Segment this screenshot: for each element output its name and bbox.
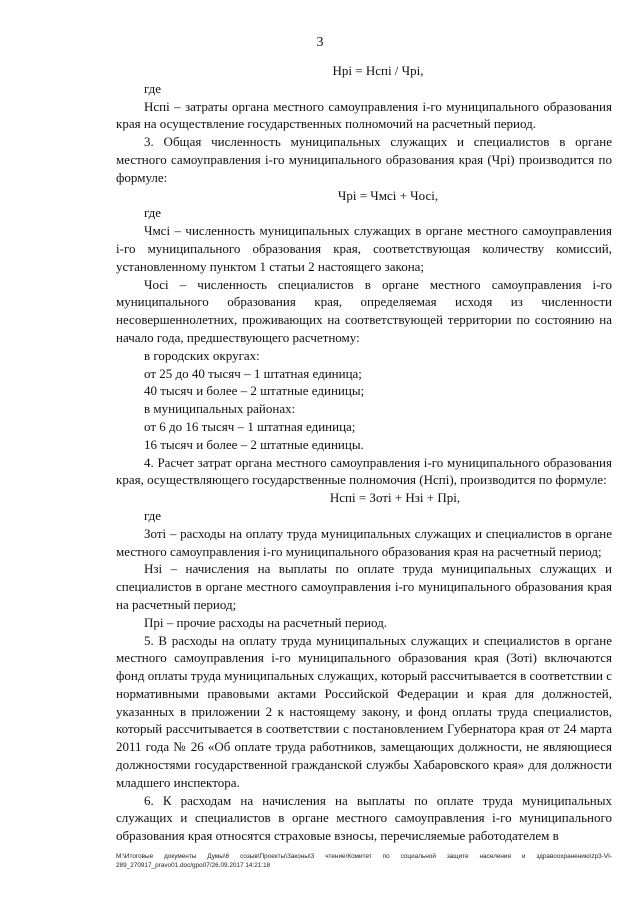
paragraph-chmsi-definition: Чмсi – численность муниципальных служащих в органе местного самоуправления i-го муниципального образования края, соответствующая количеству комиссий, установленному пунктом 1 статьи 2 настоящего закона;: [116, 223, 612, 274]
formula-hcpi: Hcпi = Зотi + Hзi + Пpi,: [329, 490, 461, 506]
formula-chpi: Чpi = Чмсi + Чосi,: [337, 187, 439, 203]
paragraph-4: 4. Расчет затрат органа местного самоуправления i-го муниципального образования края, осуществляющего государственные полномочия (Hcпi), производится по формуле:: [116, 454, 612, 488]
list-item: от 6 до 16 тысяч – 1 штатная единица;: [144, 418, 356, 434]
list-item: 40 тысяч и более – 2 штатные единицы;: [144, 383, 365, 399]
paragraph-6: 6. К расходам на начисления на выплаты по оплате труда муниципальных служащих и специалистов в органе местного самоуправления i-го муниципального образования края относятся страховые взносы, перечисляемые работодателем в: [116, 792, 612, 844]
where-label: где: [144, 80, 162, 96]
paragraph-chosi-definition: Чосi – численность специалистов в органе местного самоуправления i-го муниципального образования края, определяемая исходя из численности несовершеннолетних, проживающих на соответствующей территории по состоянию на начало года, предшествующего расчетному:: [116, 276, 612, 345]
paragraph-hzi-definition: Hзi – начисления на выплаты по оплате труда муниципальных служащих и специалистов в органе местного самоуправления i-го муниципального образования края на расчетный период;: [116, 561, 612, 612]
paragraph-zoti-definition: Зотi – расходы на оплату труда муниципальных служащих и специалистов в органе местного самоуправления i-го муниципального образования края на расчетный период;: [116, 525, 612, 559]
where-label: где: [144, 205, 162, 221]
list-item: в городских округах:: [144, 347, 260, 363]
paragraph-pri-definition: Пpi – прочие расходы на расчетный период.: [144, 614, 388, 630]
list-item: в муниципальных районах:: [144, 401, 296, 417]
footer-file-path: M:\Итоговые документы Думы\6 созыв\Проекты\Законы\3 чтение\Комитет по социальной защите населения и здравоохранению\zp3-VI-289_270917_pravo01.doc/gpo07/26.09.2017 14:21:18: [116, 853, 612, 869]
list-item: от 25 до 40 тысяч – 1 штатная единица;: [144, 365, 362, 381]
list-item: 16 тысяч и более – 2 штатные единицы.: [144, 436, 364, 452]
paragraph-hcpi-definition: Hcпi – затраты органа местного самоуправления i-го муниципального образования края на осуществление государственных полномочий на расчетный период.: [116, 98, 612, 132]
formula-hpi: Hpi = Hcпi / Чpi,: [332, 63, 424, 78]
paragraph-3: 3. Общая численность муниципальных служащих и специалистов в органе местного самоуправления i-го муниципального образования края (Чpi) производится по формуле:: [116, 134, 612, 185]
paragraph-5: 5. В расходы на оплату труда муниципальных служащих и специалистов в органе местного самоуправления i-го муниципального образования края (Зотi) включаются фонд оплаты труда муниципальных служащих, который рассчитывается в соответствии с нормативными правовыми актами Российской Федерации и края для должностей, указанных в приложении 2 к настоящему закону, и фонд оплаты труда специалистов, который рассчитывается в соответствии с постановлением Губернатора края от 24 марта 2011 года № 26 «Об оплате труда работников, замещающих должности, не являющиеся должностями государственной гражданской службы Хабаровского края» для должности младшего инспектора.: [116, 632, 612, 790]
document-body: [116, 62, 612, 845]
page-number: 3: [316, 35, 324, 50]
where-label: где: [144, 507, 162, 523]
